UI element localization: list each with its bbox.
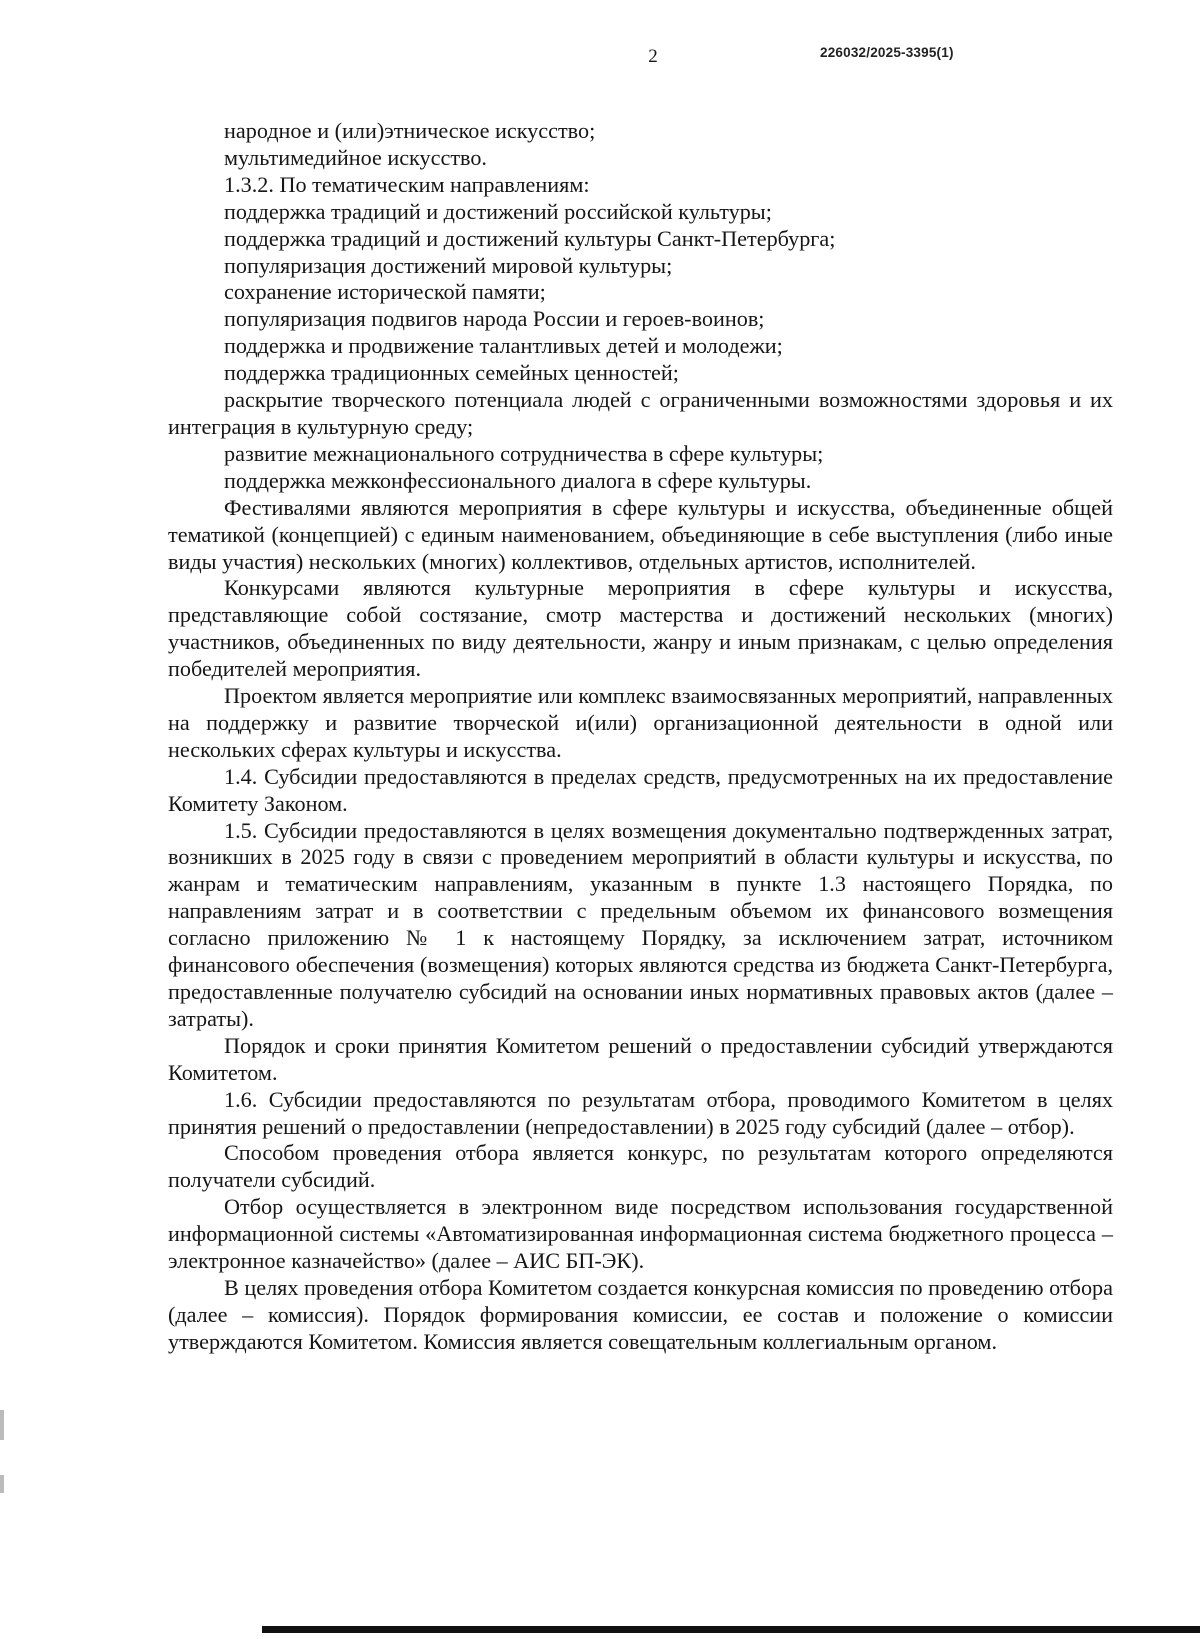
paragraph: 1.4. Субсидии предоставляются в пределах средств, предусмотренных на их предоставление Комитету Законом. [168,763,1113,816]
list-item: мультимедийное искусство. [224,144,487,170]
list-item: народное и (или)этническое искусство; [224,118,596,143]
list-item: развитие межнационального сотрудничества в сфере культуры; [224,440,824,466]
paragraph: Способом проведения отбора является конкурс, по результатам которого определяются получатели субсидий. [168,1140,1113,1193]
list-item: популяризация подвигов народа России и героев-воинов; [224,306,765,332]
paragraph: Проектом является мероприятие или комплекс взаимосвязанных мероприятий, направленных на поддержку и развитие творческой и(или) организационной деятельности в одной или нескольких сферах культуры и искусства. [168,683,1113,762]
page-number: 2 [648,46,658,67]
list-item: поддержка традиций и достижений российской культуры; [224,198,772,224]
list-item: 1.3.2. По тематическим направлениям: [224,171,590,197]
paragraph: Отбор осуществляется в электронном виде посредством использования государственной информационной системы «Автоматизированная информационная система бюджетного процесса – электронное казначейство» (далее – АИС БП-ЭК). [168,1194,1113,1274]
paragraph: 1.6. Субсидии предоставляются по результатам отбора, проводимого Комитетом в целях принятия решений о предоставлении (непредоставлении) в 2025 году субсидий (далее – отбор). [168,1086,1113,1139]
list-item: поддержка и продвижение талантливых детей и молодежи; [224,333,783,359]
list-item: поддержка традиционных семейных ценностей; [224,360,679,386]
paragraph: 1.5. Субсидии предоставляются в целях возмещения документально подтвержденных затрат, возникших в 2025 году в связи с проведением мероприятий в области культуры и искусства, по жанрам и тематическим направлениям, указанным в пункте 1.3 настоящего Порядка, по направлениям затрат и в соответствии с предельным объемом их финансового возмещения согласно приложению № 1 к настоящему Порядку, за исключением затрат, источником финансового обеспечения (возмещения) которых являются средства из бюджета Санкт-Петербурга, предоставленные получателю субсидий на основании иных нормативных правовых актов (далее – затраты). [168,817,1113,1031]
paragraph: Порядок и сроки принятия Комитетом решений о предоставлении субсидий утверждаются Комитетом. [168,1032,1113,1085]
paragraph: В целях проведения отбора Комитетом создается конкурсная комиссия по проведению отбора (далее – комиссия). Порядок формирования комиссии, ее состав и положение о комиссии утверждаются Комитетом. Комиссия является совещательным коллегиальным органом. [168,1274,1113,1354]
document-id: 226032/2025-3395(1) [820,45,954,60]
paragraph: раскрытие творческого потенциала людей с ограниченными возможностями здоровья и их интеграция в культурную среду; [168,387,1113,439]
list-item: сохранение исторической памяти; [224,279,546,305]
scan-edge-speck [0,1475,4,1493]
paragraph: Конкурсами являются культурные мероприятия в сфере культуры и искусства, представляющие собой состязание, смотр мастерства и достижений нескольких (многих) участников, объединенных по виду деятельности, жанру и иным признакам, с целью определения победителей мероприятия. [168,575,1113,682]
list-item: поддержка традиций и достижений культуры Санкт-Петербурга; [224,225,836,251]
list-item: поддержка межконфессионального диалога в сфере культуры. [224,467,812,493]
document-body [168,118,1113,1356]
scan-edge-rule [262,1626,1200,1633]
scan-edge-speck [0,1410,4,1440]
list-item: популяризация достижений мировой культуры; [224,252,673,278]
paragraph: Фестивалями являются мероприятия в сфере культуры и искусства, объединенные общей тематикой (концепцией) с единым наименованием, объединяющие в себе выступления (либо иные виды участия) нескольких (многих) коллективов, отдельных артистов, исполнителей. [168,494,1113,574]
